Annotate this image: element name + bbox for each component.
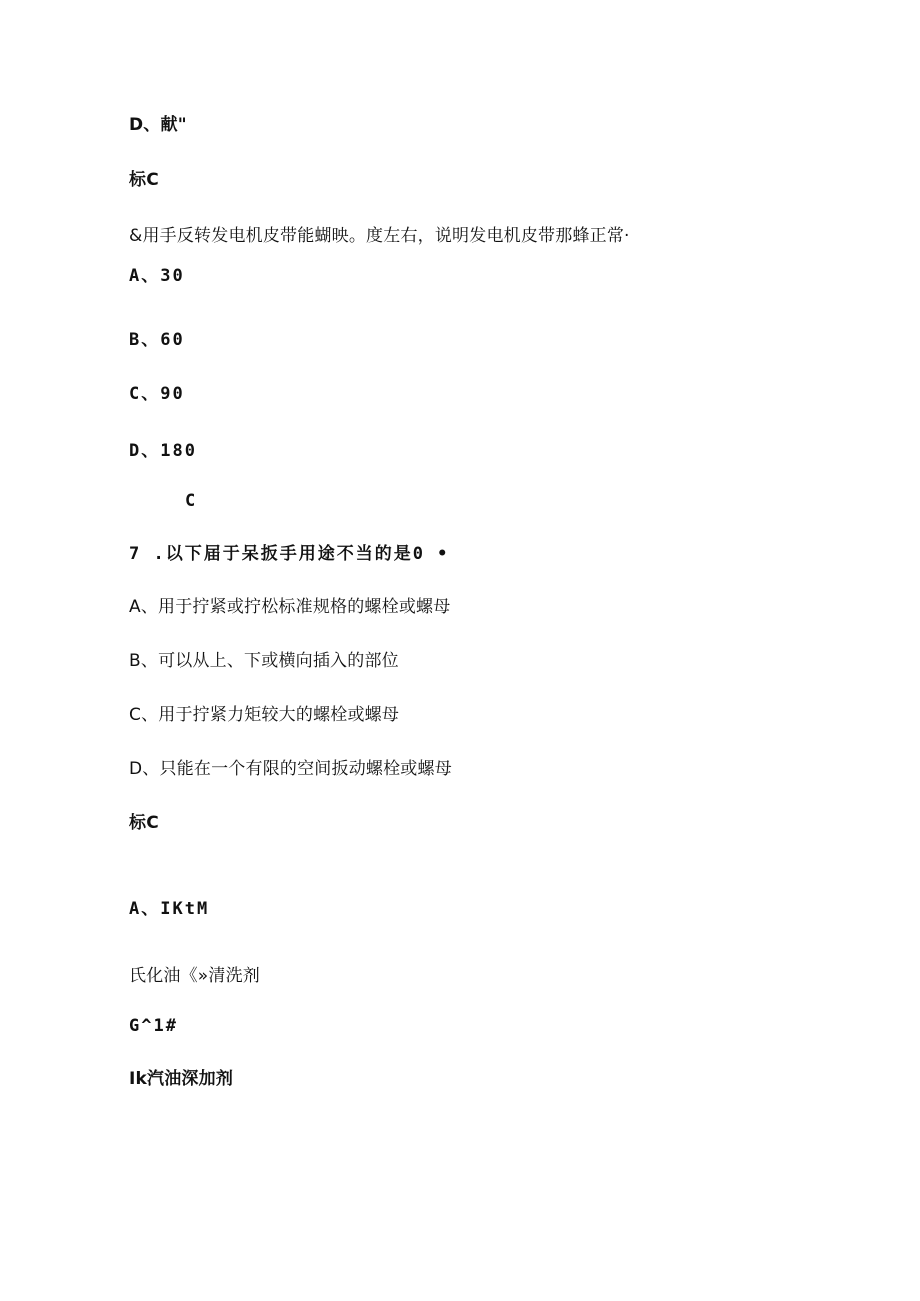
answer-line: 标C bbox=[129, 170, 159, 190]
option-a-line: A、用于拧紧或拧松标准规格的螺栓或螺母 bbox=[129, 597, 451, 617]
question-line: &用手反转发电机皮带能蝴映。度左右，说明发电机皮带那蜂正常· bbox=[129, 226, 630, 246]
option-d-line: D、献" bbox=[129, 115, 187, 135]
option-b-line: B、可以从上、下或横向插入的部位 bbox=[129, 651, 399, 671]
option-c-line: C、用于拧紧力矩较大的螺栓或螺母 bbox=[129, 705, 400, 725]
question-line: 7 .以下届于呆扳手用途不当的是0 • bbox=[129, 544, 450, 564]
option-b-line: 氏化油《»清洗剂 bbox=[129, 966, 261, 986]
option-d-line: D、只能在一个有限的空间扳动螺栓或螺母 bbox=[129, 759, 452, 779]
option-a-line: A、30 bbox=[129, 266, 185, 286]
option-b-line: B、60 bbox=[129, 330, 185, 350]
option-d-line: Ik汽油深加剂 bbox=[129, 1069, 234, 1089]
option-c-line: C、90 bbox=[129, 384, 185, 404]
answer-line: 标C bbox=[129, 813, 159, 833]
option-c-line: G^1# bbox=[129, 1016, 178, 1036]
answer-line: C bbox=[185, 491, 198, 511]
option-a-line: A、IKtM bbox=[129, 899, 210, 919]
option-d-line: D、180 bbox=[129, 441, 197, 461]
